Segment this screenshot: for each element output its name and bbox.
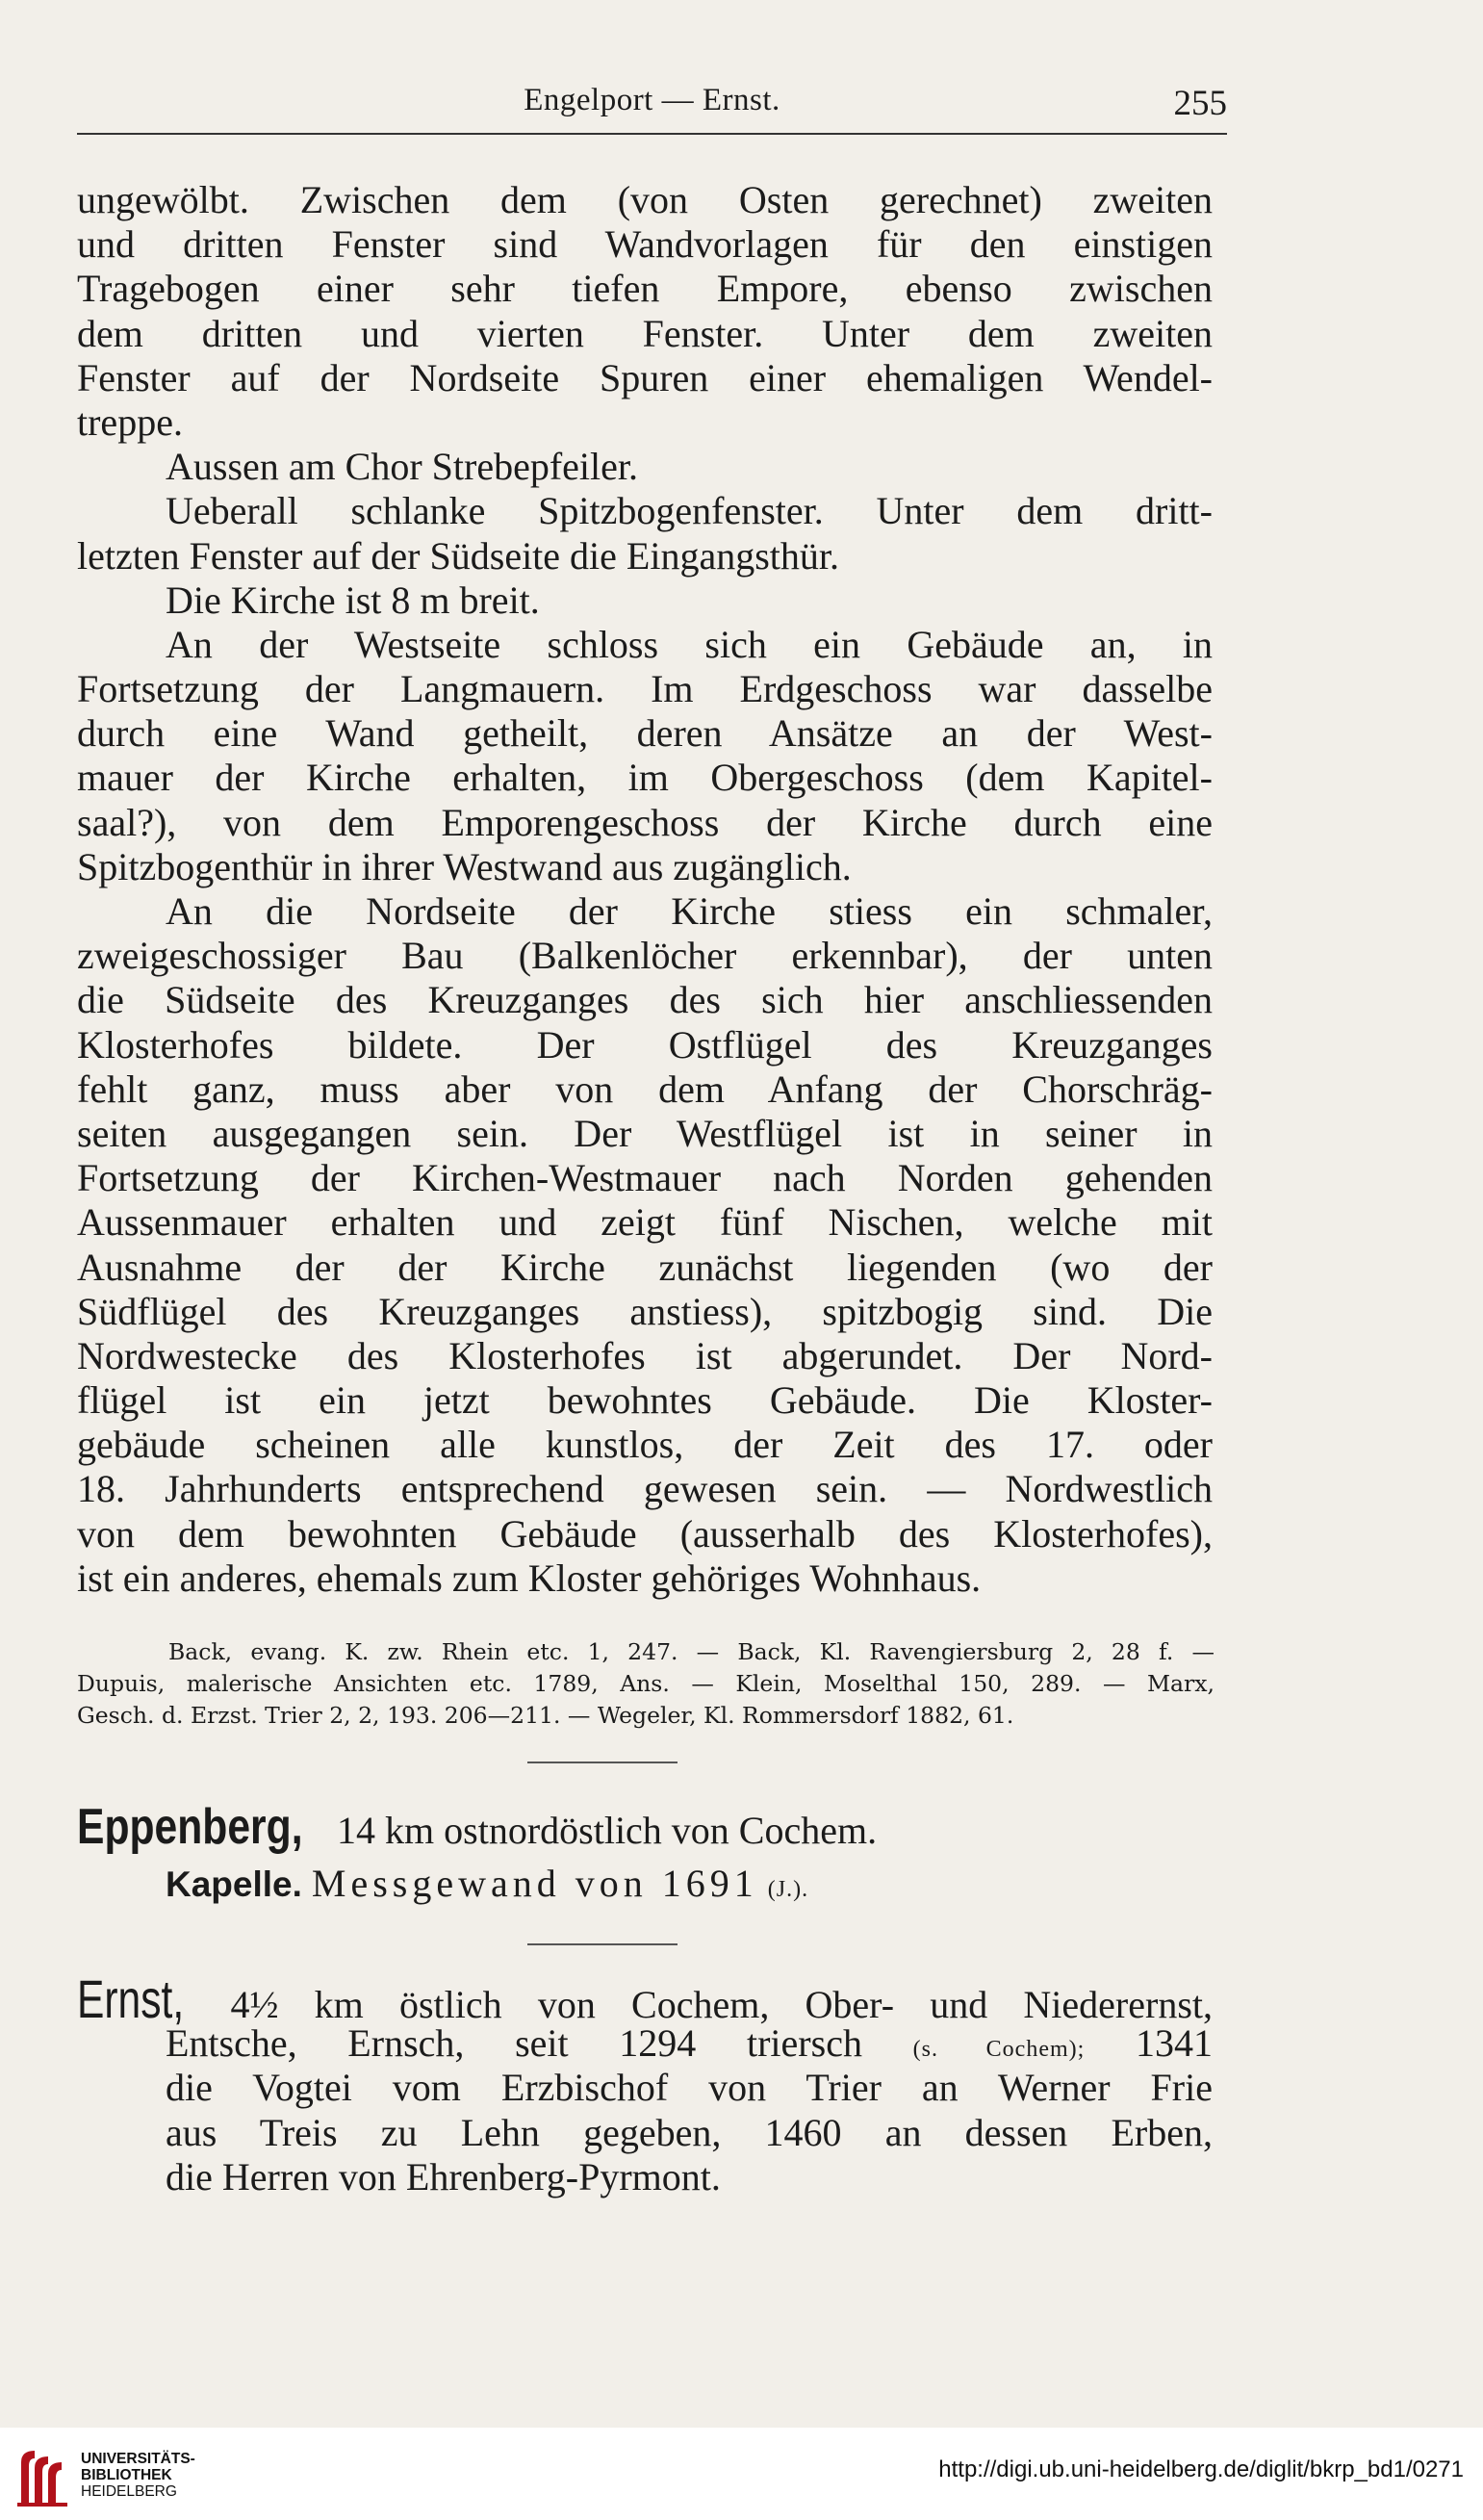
running-header (77, 83, 1227, 135)
text-line: Südflügel des Kreuzganges anstiess), spitzbogig sind. Die (77, 1289, 1213, 1333)
text-line: saal?), von dem Emporengeschoss der Kirche durch eine (77, 800, 1213, 844)
text-line-composite (77, 2021, 1213, 2066)
text-line: letzten Fenster auf der Südseite die Eingangsthür. (77, 533, 840, 578)
bibliography-notes (77, 1636, 1215, 1732)
text-line: durch eine Wand getheilt, deren Ansätze an der West- (77, 711, 1213, 756)
text-line: die Herren von Ehrenberg-Pyrmont. (166, 2154, 721, 2199)
text-line: von dem bewohnten Gebäude (ausserhalb des Klosterhofes), (77, 1511, 1213, 1556)
text-line: Klosterhofes bildete. Der Ostflügel des Kreuzganges (77, 1022, 1213, 1067)
note-line: Back, evang. K. zw. Rhein etc. 1, 247. — Back, Kl. Ravengiersburg 2, 28 f. — (168, 1638, 1215, 1665)
text-line: Tragebogen einer sehr tiefen Empore, ebenso zwischen (77, 267, 1213, 311)
library-line: HEIDELBERG (81, 2483, 177, 2500)
entry-eppenberg (77, 1798, 877, 1856)
text-line: 4½ km östlich von Cochem, Ober- und Niederernst, (230, 1983, 1213, 2026)
entry-description: 14 km ostnordöstlich von Cochem. (337, 1809, 878, 1852)
text-line: Aussenmauer erhalten und zeigt fünf Nischen, welche mit (77, 1200, 1213, 1245)
text-line: gebäude scheinen alle kunstlos, der Zeit des 17. oder (77, 1423, 1213, 1467)
main-text (77, 178, 1213, 1601)
text-line: Ausnahme der der Kirche zunächst liegenden (wo der (77, 1245, 1213, 1289)
entry-heading: Ernst, (77, 1968, 185, 2029)
text-line: Ueberall schlanke Spitzbogenfenster. Unter dem dritt- (166, 489, 1213, 533)
kapelle-text: Messgewand von 1691 (311, 1862, 758, 1905)
text-line: aus Treis zu Lehn gegeben, 1460 an dessen Erben, (166, 2110, 1213, 2154)
running-title: Engelport — Ernst. (524, 83, 780, 117)
text-line: die Vogtei vom Erzbischof von Trier an Werner Frie (166, 2066, 1213, 2110)
text-line: fehlt ganz, muss aber von dem Anfang der Chorschräg- (77, 1067, 1213, 1111)
library-line: UNIVERSITÄTS- (81, 2451, 195, 2467)
library-name (81, 2451, 195, 2500)
section-divider (527, 1943, 678, 1945)
note-line: Dupuis, malerische Ansichten etc. 1789, Ans. — Klein, Moselthal 150, 289. — Marx, (77, 1670, 1215, 1697)
cross-reference: (s. Cochem); (912, 2037, 1086, 2063)
text-segment: 1341 (1136, 2021, 1214, 2066)
text-line: Fortsetzung der Kirchen-Westmauer nach Norden gehenden (77, 1156, 1213, 1200)
section-divider (527, 1761, 678, 1763)
text-line: Die Kirche ist 8 m breit. (166, 578, 540, 622)
text-line: und dritten Fenster sind Wandvorlagen für den einstigen (77, 222, 1213, 267)
note-line: Gesch. d. Erzst. Trier 2, 2, 193. 206—211. — Wegeler, Kl. Rommersdorf 1882, 61. (77, 1702, 1014, 1729)
entry-ernst (77, 1968, 1214, 2199)
text-segment: Entsche, Ernsch, seit 1294 triersch (166, 2021, 862, 2066)
text-line: Fenster auf der Nordseite Spuren einer ehemaligen Wendel- (77, 355, 1213, 399)
text-line: zweigeschossiger Bau (Balkenlöcher erkennbar), der unten (77, 934, 1213, 978)
text-line: Nordwestecke des Klosterhofes ist abgerundet. Der Nord- (77, 1333, 1213, 1377)
text-line: treppe. (77, 399, 183, 444)
text-line: flügel ist ein jetzt bewohntes Gebäude. Die Kloster- (77, 1378, 1213, 1423)
text-line: Spitzbogenthür in ihrer Westwand aus zugänglich. (77, 844, 852, 888)
permalink[interactable]: http://digi.ub.uni-heidelberg.de/diglit/bkrp_bd1/0271 (938, 2456, 1464, 2482)
digitization-footer (0, 2428, 1483, 2520)
text-line: ungewölbt. Zwischen dem (von Osten gerechnet) zweiten (77, 178, 1213, 221)
text-line: 18. Jahrhunderts entsprechend gewesen sein. — Nordwestlich (77, 1467, 1213, 1511)
text-line: An die Nordseite der Kirche stiess ein schmaler, (166, 889, 1213, 933)
subheading: Kapelle. (166, 1864, 302, 1904)
page-number: 255 (1173, 84, 1227, 123)
library-line: BIBLIOTHEK (81, 2467, 172, 2483)
text-line: die Südseite des Kreuzganges des sich hier anschliessenden (77, 978, 1213, 1022)
entry-heading: Eppenberg, (77, 1799, 303, 1855)
entry-kapelle (166, 1861, 808, 1906)
text-line: An der Westseite schloss sich ein Gebäude an, in (166, 622, 1213, 666)
text-line: Aussen am Chor Strebepfeiler. (166, 445, 638, 489)
text-line: mauer der Kirche erhalten, im Obergeschoss (dem Kapitel- (77, 756, 1213, 800)
text-line: dem dritten und vierten Fenster. Unter dem zweiten (77, 311, 1213, 355)
text-line: seiten ausgegangen sein. Der Westflügel ist in seiner in (77, 1111, 1213, 1155)
text-line: Fortsetzung der Langmauern. Im Erdgeschoss war dasselbe (77, 667, 1213, 711)
text-line: ist ein anderes, ehemals zum Kloster gehöriges Wohnhaus. (77, 1556, 982, 1600)
university-library-logo (15, 2445, 73, 2508)
kapelle-ref: (J.). (767, 1877, 809, 1902)
